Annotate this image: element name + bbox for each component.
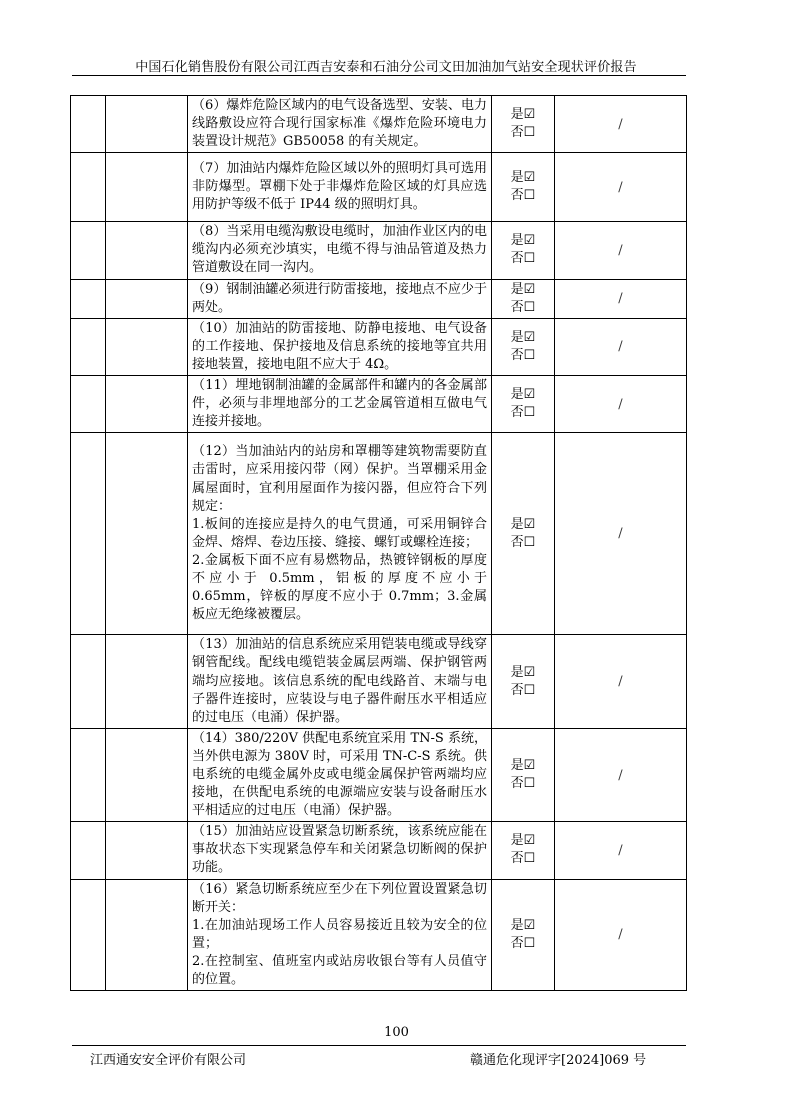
yes-checkbox: 是☑ [510,664,536,680]
category-cell [106,433,188,635]
remark-cell: / [555,376,687,433]
requirement-text: （10）加油站的防雷接地、防静电接地、电气设备的工作接地、保护接地及信息系统的接地等宜共用接地装置，接地电阻不应大于 4Ω。 [188,318,492,375]
index-cell [71,96,106,153]
requirement-text: （16）紧急切断系统应至少在下列位置设置紧急切断开关： 1.在加油站现场工作人员容易接近且较为安全的位置； 2.在控制室、值班室内或站房收银台等有人员值守的位置。 [188,879,492,991]
category-cell [106,153,188,222]
table-row [71,879,687,991]
footer-company: 江西通安安全评价有限公司 [90,1053,247,1068]
no-checkbox: 否☐ [510,851,536,867]
requirement-text: （13）加油站的信息系统应采用铠装电缆或导线穿钢管配线。配线电缆铠装金属层两端、保护钢管两端均应接地。该信息系统的配电线路首、末端与电子器件连接时，应装设与电子器件耐压水平相适应的过电压（电涌）保护器。 [188,635,492,728]
compliance-cell [492,635,555,728]
footer-doc-number: 赣通危化现评字[2024]069 号 [470,1053,647,1068]
remark-cell: / [555,318,687,375]
requirement-text: （15）加油站应设置紧急切断系统，该系统应能在事故状态下实现紧急停车和关闭紧急切断阀的保护功能。 [188,822,492,879]
no-checkbox: 否☐ [510,935,536,951]
requirement-text: （11）埋地钢制油罐的金属部件和罐内的各金属部件，必须与非埋地部分的工艺金属管道相互做电气连接并接地。 [188,376,492,433]
requirement-text: （7）加油站内爆炸危险区域以外的照明灯具可选用非防爆型。罩棚下处于非爆炸危险区域的灯具应选用防护等级不低于 IP44 级的照明灯具。 [188,153,492,222]
table-row [71,728,687,821]
table-row [71,318,687,375]
no-checkbox: 否☐ [510,125,536,141]
compliance-cell [492,153,555,222]
no-checkbox: 否☐ [510,682,536,698]
compliance-cell [492,879,555,991]
category-cell [106,96,188,153]
index-cell [71,433,106,635]
compliance-cell [492,433,555,635]
index-cell [71,822,106,879]
compliance-cell [492,279,555,318]
index-cell [71,279,106,318]
category-cell [106,279,188,318]
table-row [71,222,687,279]
yes-checkbox: 是☑ [510,516,536,532]
index-cell [71,222,106,279]
compliance-cell [492,222,555,279]
checklist-table-body [71,96,687,991]
requirement-text: （8）当采用电缆沟敷设电缆时，加油作业区内的电缆沟内必须充沙填实，电缆不得与油品管道及热力管道敷设在同一沟内。 [188,222,492,279]
no-checkbox: 否☐ [510,251,536,267]
table-row [71,153,687,222]
requirement-text: （12）当加油站内的站房和罩棚等建筑物需要防直击雷时，应采用接闪带（网）保护。当罩棚采用金属屋面时，宜利用屋面作为接闪器，但应符合下列规定： 1.板间的连接应是持久的电气贯通，可采用铜锌合金焊、熔焊、卷边压接、缝接、螺钉或螺栓连接； 2.金属板下面不应有易燃物品，热镀锌钢板的厚度不应小于 0.5mm，铝板的厚度不应小于 0.65mm，锌板的厚度不应小于 0.7mm；3.金属板应无绝缘被覆层。 [188,433,492,635]
index-cell [71,153,106,222]
yes-checkbox: 是☑ [510,107,536,123]
index-cell [71,635,106,728]
compliance-cell [492,822,555,879]
yes-checkbox: 是☑ [510,758,536,774]
yes-checkbox: 是☑ [510,329,536,345]
category-cell [106,822,188,879]
requirement-text: （6）爆炸危险区域内的电气设备选型、安装、电力线路敷设应符合现行国家标准《爆炸危险环境电力装置设计规范》GB50058 的有关规定。 [188,96,492,153]
remark-cell: / [555,433,687,635]
no-checkbox: 否☐ [510,776,536,792]
yes-checkbox: 是☑ [510,281,536,297]
page-number: 100 [384,1025,409,1040]
index-cell [71,376,106,433]
table-row [71,433,687,635]
index-cell [71,728,106,821]
remark-cell: / [555,279,687,318]
category-cell [106,376,188,433]
checklist-table [70,95,687,991]
yes-checkbox: 是☑ [510,917,536,933]
remark-cell: / [555,728,687,821]
table-row [71,822,687,879]
no-checkbox: 否☐ [510,299,536,315]
yes-checkbox: 是☑ [510,233,536,249]
compliance-cell [492,318,555,375]
requirement-text: （9）钢制油罐必须进行防雷接地，接地点不应少于两处。 [188,279,492,318]
table-row [71,376,687,433]
category-cell [106,635,188,728]
compliance-cell [492,376,555,433]
remark-cell: / [555,822,687,879]
yes-checkbox: 是☑ [510,833,536,849]
index-cell [71,318,106,375]
no-checkbox: 否☐ [510,534,536,550]
compliance-cell [492,728,555,821]
yes-checkbox: 是☑ [510,170,536,186]
table-row [71,635,687,728]
category-cell [106,222,188,279]
yes-checkbox: 是☑ [510,387,536,403]
footer-divider [72,1045,686,1046]
remark-cell: / [555,153,687,222]
remark-cell: / [555,635,687,728]
no-checkbox: 否☐ [510,405,536,421]
report-header-title: 中国石化销售股份有限公司江西吉安泰和石油分公司文田加油加气站安全现状评价报告 [135,60,637,75]
category-cell [106,879,188,991]
remark-cell: / [555,222,687,279]
category-cell [106,728,188,821]
header-divider [72,75,686,76]
compliance-cell [492,96,555,153]
remark-cell: / [555,96,687,153]
remark-cell: / [555,879,687,991]
category-cell [106,318,188,375]
index-cell [71,879,106,991]
no-checkbox: 否☐ [510,347,536,363]
no-checkbox: 否☐ [510,188,536,204]
requirement-text: （14）380/220V 供配电系统宜采用 TN-S 系统，当外供电源为 380V 时，可采用 TN-C-S 系统。供电系统的电缆金属外皮或电缆金属保护管两端均应接地，在供配电系统的电源端应安装与设备耐压水平相适应的过电压（电涌）保护器。 [188,728,492,821]
table-row [71,96,687,153]
table-row [71,279,687,318]
